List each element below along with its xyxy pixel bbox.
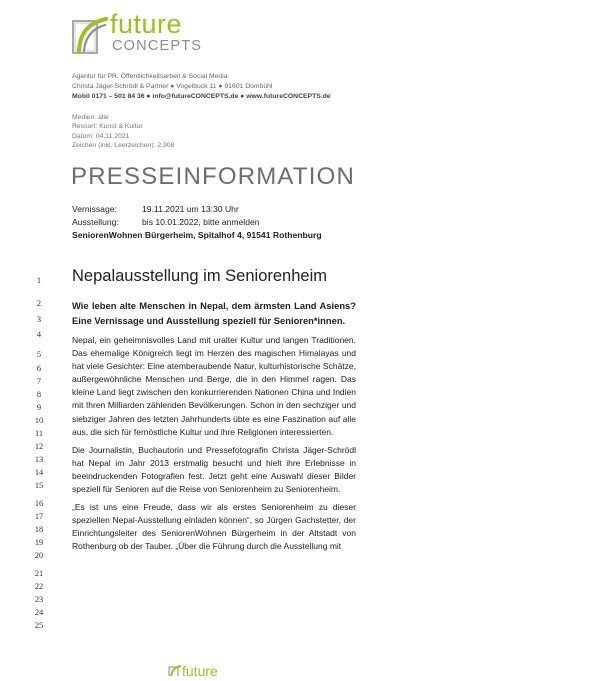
line-number: 19 — [34, 538, 44, 547]
vernissage-row — [72, 203, 322, 216]
line-number: 20 — [34, 551, 44, 560]
agency-info — [72, 72, 331, 102]
line-number: 11 — [34, 429, 44, 438]
vernissage-label: Vernissage: — [72, 204, 117, 214]
line-number: 6 — [36, 364, 42, 373]
ausstellung-label: Ausstellung: — [72, 217, 119, 227]
line-number: 23 — [34, 595, 44, 604]
line-number: 2 — [36, 299, 42, 308]
line-number: 15 — [34, 481, 44, 490]
line-number: 9 — [36, 403, 42, 412]
article-body — [72, 298, 356, 554]
page-title: PRESSEINFORMATION — [71, 163, 355, 190]
footer-logo-word: future — [182, 663, 218, 676]
event-info — [72, 203, 322, 242]
logo-mark-icon — [72, 15, 108, 55]
logo-word-concepts: CONCEPTS — [112, 38, 203, 54]
press-metadata — [72, 113, 174, 151]
meta-date: Datum: 04.11.2021 — [72, 132, 130, 140]
line-number: 5 — [36, 350, 42, 359]
meta-section: Ressort: Kunst & Kultur — [72, 123, 143, 131]
ausstellung-value: bis 10.01.2022, bitte anmelden — [142, 217, 260, 227]
line-number: 17 — [34, 512, 44, 521]
line-number: 12 — [34, 442, 44, 451]
line-number: 18 — [34, 525, 44, 534]
venue: SeniorenWohnen Bürgerheim, Spitalhof 4, 91541 Rothenburg — [72, 230, 322, 240]
ausstellung-row — [72, 216, 322, 229]
line-number: 13 — [34, 455, 44, 464]
line-number: 22 — [34, 582, 44, 591]
meta-characters: Zeichen (inkl. Leerzeichen): 2.908 — [72, 142, 175, 150]
article-headline: Nepalausstellung im Seniorenheim — [72, 267, 327, 285]
footer-logo-mark-icon — [168, 662, 238, 676]
article-paragraph-2: Die Journalistin, Buchautorin und Pressefotografin Christa Jäger-Schrödl hat Nepal im Jahr 2013 erstmalig besucht und hielt ihre Erlebnisse in beeindruckenden Fotografien fest. Jetzt geht eine Auswahl dieser Bilder speziell für Senioren auf die Reise von Seniorenheim zu Seniorenheim. — [72, 444, 356, 495]
line-number: 4 — [36, 330, 42, 339]
agency-line-2: Christa Jäger-Schrödl & Partner ● Vogelbuck 11 ● 91601 Dombühl — [72, 83, 273, 90]
line-number: 24 — [34, 608, 44, 617]
line-number: 7 — [36, 377, 42, 386]
line-number: 10 — [34, 416, 44, 425]
line-number: 3 — [36, 315, 42, 324]
vernissage-value: 19.11.2021 um 13:30 Uhr — [142, 204, 239, 214]
meta-media: Medien: alle — [72, 114, 109, 121]
article-paragraph-3: „Es ist uns eine Freude, dass wir als erstes Seniorenheim zu dieser speziellen Nepal-Ausstellung einladen können“, so Jürgen Gachstetter, der Einrichtungsleiter des SeniorenWohnen Bürgerheim in der Altstadt von Rothenburg ob der Tauber. „Über die Führung durch die Ausstellung mit — [72, 502, 356, 552]
line-number: 1 — [36, 276, 42, 285]
line-number: 8 — [36, 390, 42, 399]
future-concepts-logo — [72, 9, 242, 55]
agency-contact-line: Mobil 0171 – 501 84 36 ● info@futureCONCEPTS.de ● www.futureCONCEPTS.de — [72, 93, 331, 100]
logo-word-future: future — [110, 9, 183, 39]
line-number: 21 — [34, 569, 44, 578]
line-number: 25 — [34, 621, 44, 630]
agency-line-1: Agentur für PR, Öffentlichkeitsarbeit & Social Media — [72, 73, 228, 80]
footer-logo — [168, 662, 238, 676]
article-subheadline: Wie leben alte Menschen in Nepal, dem ärmsten Land Asiens? Eine Vernissage und Ausstellung speziell für Senioren*innen. — [72, 300, 356, 326]
line-number: 14 — [34, 468, 44, 477]
line-number: 16 — [34, 499, 44, 508]
article-paragraph-1: Nepal, ein geheimnisvolles Land mit uralter Kultur und langen Traditionen. Das ehemalige Königreich liegt im Herzen des magischen Himalayas und hat viele Gesichter: Eine atemberaubende Natur, kulturhistorische Schätze, außergewöhnliche Menschen und Berge, die in den Himmel ragen. Das kleine Land liegt zwischen den konkurrierenden Nationen China und Indien mit Ihren Milliarden zählenden Bevölkerungen. Schon in den sechziger und siebziger Jahren des letzten Jahrhunderts übte es eine Faszination auf alle aus, die sich für fernöstliche Kultur und ihre Religionen interessierten. — [72, 335, 356, 437]
